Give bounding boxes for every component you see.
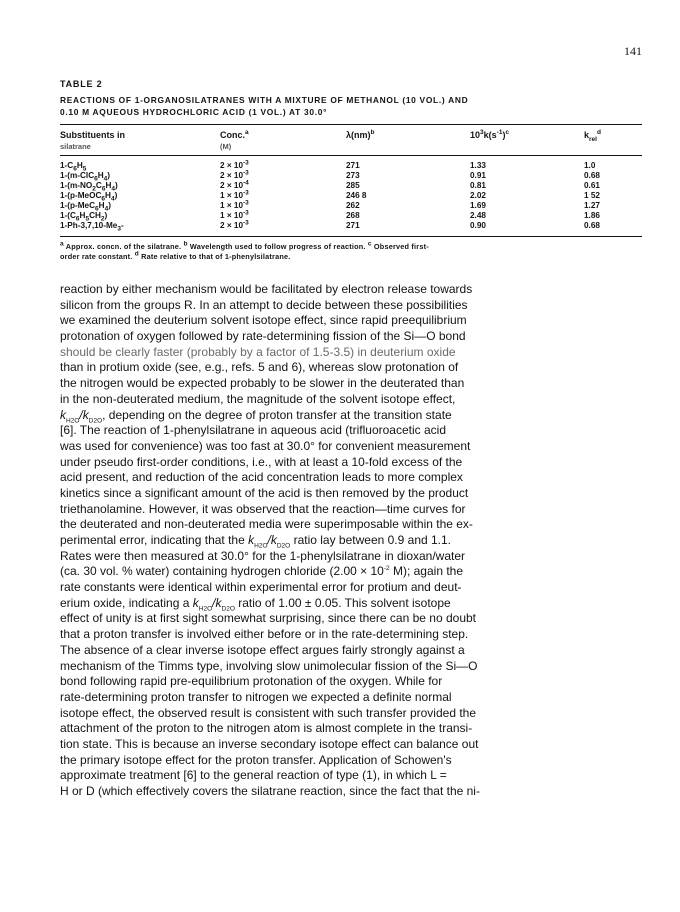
cell-rate: 2.48	[470, 211, 486, 220]
table-caption-line-2: 0.10 M AQUEOUS HYDROCHLORIC ACID (1 VOL.) AT 30.0°	[60, 107, 328, 117]
body-line: under pseudo first-order conditions, i.e., with at least a 10-fold excess of the	[60, 454, 463, 469]
body-line: was used for convenience) was too fast at 30.0° for convenient measurement	[60, 438, 471, 453]
table-row	[60, 201, 642, 211]
cell-rate: 1.69	[470, 201, 486, 210]
cell-rate: 1.33	[470, 161, 486, 170]
cell-conc: $1 \times 10^{-3}$	[220, 189, 249, 200]
cell-rate: 2.02	[470, 191, 486, 200]
body-line: isotope effect, the observed result is consistent with such transfer provided the	[60, 705, 477, 720]
body-line: protonation of oxygen followed by rate-determining fission of the Si—O bond	[60, 329, 466, 344]
body-line: the deuterated and non-deuterated media were superimposable within the ex-	[60, 517, 473, 532]
body-line: than in protium oxide (see, e.g., refs. 5 and 6), whereas slow protonation of	[60, 360, 459, 375]
header-conc-unit: (M)	[220, 142, 232, 151]
cell-substituent: $1-(p-MeC_6H_4)$	[60, 201, 111, 213]
body-line: approximate treatment [6] to the general reaction of type (1), in which L =	[60, 768, 447, 783]
table-bottom-rule	[60, 236, 642, 237]
cell-substituent: $1-C_6H_5$	[60, 161, 87, 173]
table-body	[60, 156, 642, 236]
body-line: the primary isotope effect for the proton transfer. Application of Schowen's	[60, 752, 452, 767]
cell-conc: $1 \times 10^{-3}$	[220, 199, 249, 210]
body-line: reaction by either mechanism would be facilitated by electron release towards	[60, 282, 473, 296]
body-line: bond following rapid pre-equilibrium protonation of the oxygen. While for	[60, 674, 443, 689]
cell-krel: 1.0	[584, 161, 596, 170]
body-line: (ca. 30 vol. % water) containing hydrogen chloride ($2.00 \times 10^{-2}$ M); again the	[60, 564, 464, 579]
table-caption	[60, 94, 642, 118]
cell-rate: 0.90	[470, 221, 486, 230]
page-number: 141	[624, 44, 642, 58]
cell-krel: 1.86	[584, 211, 600, 220]
body-line: tion state. This is because an inverse secondary isotope effect can balance out	[60, 736, 479, 751]
body-line: should be clearly faster (probably by a factor of 1.5-3.5) in deuterium oxide	[60, 344, 456, 359]
cell-wavelength: 271	[346, 161, 360, 170]
table-row	[60, 211, 642, 221]
cell-krel: 0.61	[584, 181, 600, 190]
cell-conc: $2 \times 10^{-4}$	[220, 179, 249, 190]
header-conc: Conc.$^a$ (M)	[220, 129, 249, 151]
body-line: acid present, and reduction of the acid concentration leads to more complex	[60, 470, 463, 485]
cell-krel: 1.27	[584, 201, 600, 210]
cell-krel: 0.68	[584, 221, 600, 230]
body-line: in the non-deuterated medium, the magnitude of the solvent isotope effect,	[60, 391, 456, 406]
cell-wavelength: 246 8	[346, 191, 367, 200]
header-substituents-sub: silatrane	[60, 142, 91, 151]
body-line: that a proton transfer is involved either before or in the rate-determining step.	[60, 627, 469, 642]
body-line: perimental error, indicating that the $k_{H2O}/k_{D2O}$ ratio lay between 0.9 and 1.1.	[60, 533, 452, 550]
cell-substituent: $1-(C_6H_5CH_2)$	[60, 211, 108, 223]
table-caption-line-1: REACTIONS OF 1-ORGANOSILATRANES WITH A MIXTURE OF METHANOL (10 VOL.) AND	[60, 95, 469, 105]
cell-substituent: $1-(m-NO_2C_6H_4)$	[60, 181, 118, 193]
body-line: attachment of the proton to the nitrogen atom is almost complete in the transi-	[60, 721, 473, 736]
header-rate-constant: $10^3k(s^{-1})^c$	[470, 129, 510, 140]
body-line: we examined the deuterium solvent isotope effect, since rapid preequilibrium	[60, 313, 467, 328]
table-row	[60, 181, 642, 191]
table-footnotes	[60, 242, 642, 262]
footnote-line-1: $^a$ Approx. concn. of the silatrane. $^b$ Wavelength used to follow progress of reaction. $^c$ Observed first-	[60, 240, 429, 251]
table-row	[60, 221, 642, 231]
table-row	[60, 191, 642, 201]
header-wavelength: λ(nm)$^b$	[346, 129, 375, 140]
body-line: $k_{H2O}/k_{D2O}$, depending on the degree of proton transfer at the transition state	[60, 407, 452, 424]
body-line: silicon from the groups R. In an attempt to decide between these possibilities	[60, 297, 468, 312]
body-line: mechanism of the Timms type, involving slow unimolecular fission of the Si—O	[60, 658, 478, 673]
table-row	[60, 171, 642, 181]
cell-wavelength: 285	[346, 181, 360, 190]
body-line: H or D (which effectively covers the silatrane reaction, since the fact that the ni-	[60, 784, 480, 798]
cell-rate: 0.91	[470, 171, 486, 180]
cell-wavelength: 262	[346, 201, 360, 210]
cell-krel: 0.68	[584, 171, 600, 180]
table-header-row	[60, 125, 642, 155]
body-line: rate-determining proton transfer to nitrogen we expected a definite normal	[60, 689, 452, 704]
table-2	[60, 78, 642, 262]
table-row	[60, 161, 642, 171]
body-line: The absence of a clear inverse isotope effect argues fairly strongly against a	[60, 642, 465, 657]
body-line: Rates were then measured at 30.0° for the 1-phenylsilatrane in dioxan/water	[60, 548, 466, 563]
footnote-line-2: order rate constant. $^d$ Rate relative to that of 1-phenylsilatrane.	[60, 250, 291, 261]
cell-conc: $2 \times 10^{-3}$	[220, 159, 249, 170]
cell-substituent: $1-(p-MeOC_6H_4)$	[60, 191, 118, 203]
cell-wavelength: 273	[346, 171, 360, 180]
cell-conc: $2 \times 10^{-3}$	[220, 219, 249, 230]
body-line: kinetics since a significant amount of the acid is then removed by the product	[60, 485, 469, 500]
body-line: [6]. The reaction of 1-phenylsilatrane in aqueous acid (trifluoroacetic acid	[60, 423, 446, 438]
body-line: triethanolamine. However, it was observed that the reaction—time curves for	[60, 501, 466, 516]
body-line: erium oxide, indicating a $k_{H2O}/k_{D2O}$ ratio of 1.00 ± 0.05. This solvent isotope	[60, 595, 451, 613]
body-line: the nitrogen would be expected probably to be slower in the deuterated than	[60, 376, 465, 391]
cell-conc: $1 \times 10^{-3}$	[220, 209, 249, 220]
header-substituents: Substituents in silatrane	[60, 130, 125, 151]
body-line: rate constants were identical within experimental error for protium and deut-	[60, 580, 462, 595]
cell-krel: 1 52	[584, 191, 600, 200]
cell-wavelength: 271	[346, 221, 360, 230]
cell-substituent: $1-(m-ClC_6H_4)$	[60, 171, 111, 183]
body-line: effect of unity is at first sight somewhat surprising, since there can be no doubt	[60, 611, 476, 626]
cell-substituent: $1-Ph-3,7,10-Me_3-$	[60, 221, 124, 233]
cell-wavelength: 268	[346, 211, 360, 220]
body-text	[60, 282, 642, 800]
header-krel: $k_{rel}^d$	[584, 129, 601, 143]
cell-rate: 0.81	[470, 181, 486, 190]
cell-conc: $2 \times 10^{-3}$	[220, 169, 249, 180]
table-label: TABLE 2	[60, 79, 103, 89]
